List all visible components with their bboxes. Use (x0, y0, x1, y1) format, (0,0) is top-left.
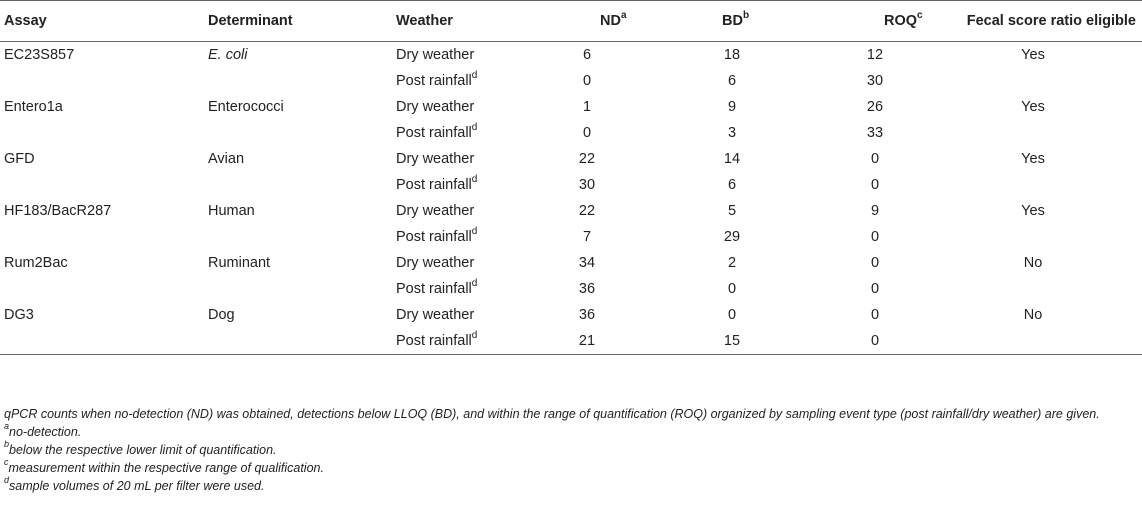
cell-eligible-empty (924, 224, 1142, 250)
cell-eligible: Yes (1021, 203, 1045, 219)
cell-bd: 5 (727, 203, 737, 219)
cell-determinant: Human (208, 203, 255, 219)
header-roq-label: ROQ (884, 13, 918, 29)
cell-determinant: Avian (208, 151, 245, 167)
cell-bd: 3 (727, 125, 737, 141)
table-row (0, 302, 1142, 328)
cell-weather: Dry weather (396, 151, 475, 167)
header-fecal-score-eligible: Fecal score ratio eligible (924, 1, 1142, 42)
cell-roq: 33 (866, 125, 884, 141)
cell-nd: 22 (578, 151, 596, 167)
header-bd (638, 1, 826, 42)
table-caption: qPCR counts when no-detection (ND) was obtained, detections below LLOQ (BD), and within the range of quantification (ROQ) organized by sampling event type (post rainfall/dry weather) are given. (4, 407, 1100, 421)
weather-footnote-marker: d (471, 278, 478, 290)
weather-footnote-marker: d (471, 70, 478, 82)
cell-assay: DG3 (4, 307, 34, 323)
cell-weather: Dry weather (396, 203, 475, 219)
footnote-a-text: no-detection. (9, 425, 82, 439)
cell-weather (396, 120, 536, 146)
cell-roq: 0 (870, 151, 880, 167)
footnote-a-marker: a (4, 420, 10, 431)
cell-roq: 9 (870, 203, 880, 219)
footnote-d-text: sample volumes of 20 mL per filter were used. (9, 479, 265, 493)
header-nd-label: ND (600, 13, 621, 29)
weather-footnote-marker: d (471, 226, 478, 238)
cell-bd: 14 (723, 151, 741, 167)
table-row (0, 250, 1142, 276)
footnote-d-marker: d (4, 474, 10, 485)
cell-bd: 6 (727, 73, 737, 89)
table-row (0, 94, 1142, 120)
cell-determinant: Ruminant (208, 255, 271, 271)
cell-assay-empty (0, 276, 208, 302)
footnote-c-marker: c (4, 456, 9, 467)
header-bd-label: BD (722, 13, 743, 29)
cell-assay-empty (0, 120, 208, 146)
cell-weather: Dry weather (396, 255, 475, 271)
footnote-b-marker: b (4, 438, 10, 449)
cell-eligible-empty (924, 328, 1142, 355)
cell-weather (396, 224, 536, 250)
cell-assay-empty (0, 328, 208, 355)
cell-determinant: E. coli (208, 47, 248, 63)
cell-weather (396, 276, 536, 302)
table-row (0, 146, 1142, 172)
header-roq (826, 1, 924, 42)
cell-eligible-empty (924, 120, 1142, 146)
table-row (0, 68, 1142, 94)
cell-roq: 0 (870, 307, 880, 323)
cell-assay: EC23S857 (4, 47, 75, 63)
cell-nd: 36 (578, 281, 596, 297)
weather-label: Post rainfall (396, 229, 472, 245)
table-row (0, 276, 1142, 302)
cell-bd: 15 (638, 328, 826, 355)
header-bd-footnote: b (742, 10, 750, 22)
cell-nd: 34 (578, 255, 596, 271)
cell-assay: Entero1a (4, 99, 63, 115)
header-nd-footnote: a (620, 10, 627, 22)
header-determinant: Determinant (208, 1, 396, 42)
cell-roq: 0 (870, 229, 880, 245)
cell-eligible-empty (924, 68, 1142, 94)
table-footnotes (4, 405, 1134, 495)
cell-weather: Dry weather (396, 99, 475, 115)
cell-bd: 18 (723, 47, 741, 63)
cell-eligible: Yes (1021, 47, 1045, 63)
cell-weather (396, 328, 536, 355)
footnote-d (4, 474, 1134, 495)
cell-determinant-empty (208, 120, 396, 146)
cell-assay: Rum2Bac (4, 255, 68, 271)
cell-nd: 1 (582, 99, 592, 115)
weather-label: Post rainfall (396, 73, 472, 89)
cell-eligible: Yes (1021, 99, 1045, 115)
cell-determinant-empty (208, 68, 396, 94)
cell-weather: Dry weather (396, 47, 475, 63)
table-row (0, 224, 1142, 250)
cell-roq: 0 (826, 328, 924, 355)
cell-nd: 0 (582, 73, 592, 89)
cell-nd: 7 (582, 229, 592, 245)
cell-determinant-empty (208, 172, 396, 198)
weather-footnote-marker: d (471, 174, 478, 186)
cell-nd: 6 (582, 47, 592, 63)
cell-eligible: No (1023, 255, 1043, 271)
cell-bd: 6 (727, 177, 737, 193)
header-roq-footnote: c (917, 10, 923, 22)
cell-determinant-empty (208, 224, 396, 250)
cell-roq: 26 (866, 99, 884, 115)
cell-eligible-empty (924, 276, 1142, 302)
header-weather: Weather (396, 1, 536, 42)
header-row (0, 1, 1142, 42)
cell-roq: 0 (870, 255, 880, 271)
cell-weather (396, 172, 536, 198)
header-nd (536, 1, 638, 42)
cell-bd: 29 (723, 229, 741, 245)
cell-nd: 36 (578, 307, 596, 323)
footnote-c (4, 456, 1134, 477)
table-body (0, 42, 1142, 355)
cell-nd: 22 (578, 203, 596, 219)
cell-determinant-empty (208, 328, 396, 355)
weather-label: Post rainfall (396, 177, 472, 193)
cell-assay-empty (0, 172, 208, 198)
cell-eligible: No (1023, 307, 1043, 323)
footnote-b (4, 438, 1134, 459)
footnote-a (4, 420, 1134, 441)
cell-bd: 0 (727, 281, 737, 297)
cell-assay-empty (0, 224, 208, 250)
cell-weather (396, 68, 536, 94)
cell-bd: 2 (727, 255, 737, 271)
weather-label: Post rainfall (396, 281, 472, 297)
cell-roq: 0 (870, 281, 880, 297)
cell-determinant: Enterococci (208, 99, 284, 115)
table-row (0, 120, 1142, 146)
cell-roq: 0 (870, 177, 880, 193)
cell-weather: Dry weather (396, 307, 475, 323)
cell-bd: 0 (727, 307, 737, 323)
table-row (0, 328, 1142, 355)
header-assay: Assay (0, 1, 208, 42)
cell-determinant: Dog (208, 307, 235, 323)
cell-nd: 30 (578, 177, 596, 193)
table-header (0, 1, 1142, 42)
cell-nd: 21 (536, 328, 638, 355)
cell-eligible-empty (924, 172, 1142, 198)
weather-footnote-marker: d (471, 122, 478, 134)
cell-bd: 9 (727, 99, 737, 115)
cell-assay-empty (0, 68, 208, 94)
cell-nd: 0 (582, 125, 592, 141)
footnote-b-text: below the respective lower limit of quantification. (9, 443, 277, 457)
weather-label: Post rainfall (396, 125, 472, 141)
cell-roq: 30 (866, 73, 884, 89)
footnote-c-text: measurement within the respective range of qualification. (8, 461, 324, 475)
cell-determinant-empty (208, 276, 396, 302)
cell-assay: HF183/BacR287 (4, 203, 112, 219)
cell-assay: GFD (4, 151, 35, 167)
cell-roq: 12 (866, 47, 884, 63)
weather-label: Post rainfall (396, 333, 472, 349)
table-row (0, 42, 1142, 69)
weather-footnote-marker: d (471, 330, 478, 342)
table-row (0, 198, 1142, 224)
cell-eligible: Yes (1021, 151, 1045, 167)
table-row (0, 172, 1142, 198)
